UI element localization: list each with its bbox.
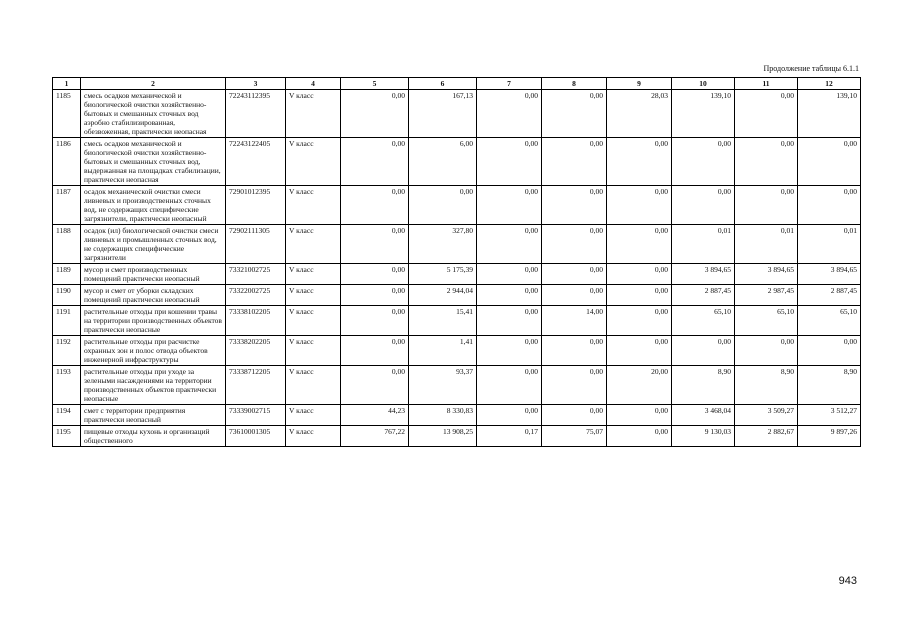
value-col-6: 6,00 xyxy=(409,138,477,186)
value-col-10: 0,00 xyxy=(672,336,735,366)
value-col-7: 0,00 xyxy=(477,336,542,366)
value-col-8: 14,00 xyxy=(542,306,607,336)
value-col-8: 0,00 xyxy=(542,264,607,285)
column-header: 7 xyxy=(477,78,542,90)
row-number: 1187 xyxy=(53,186,81,225)
column-header: 3 xyxy=(226,78,286,90)
value-col-5: 0,00 xyxy=(341,186,409,225)
value-col-7: 0,17 xyxy=(477,426,542,447)
table-row xyxy=(53,90,861,138)
value-col-12: 8,90 xyxy=(798,366,861,405)
waste-name: смесь осадков механической и биологической очистки хозяйственно-бытовых и смешанных сточных вод аэробно стабилизированная, обезвоженная, практически неопасная xyxy=(81,90,226,138)
fkko-code: 73321002725 xyxy=(226,264,286,285)
value-col-11: 0,00 xyxy=(735,138,798,186)
column-header: 12 xyxy=(798,78,861,90)
column-header: 9 xyxy=(607,78,672,90)
value-col-12: 139,10 xyxy=(798,90,861,138)
value-col-7: 0,00 xyxy=(477,405,542,426)
value-col-8: 0,00 xyxy=(542,186,607,225)
value-col-9: 0,00 xyxy=(607,426,672,447)
row-number: 1194 xyxy=(53,405,81,426)
hazard-class: V класс xyxy=(286,426,341,447)
fkko-code: 73610001305 xyxy=(226,426,286,447)
value-col-10: 3 894,65 xyxy=(672,264,735,285)
value-col-10: 0,00 xyxy=(672,186,735,225)
value-col-6: 1,41 xyxy=(409,336,477,366)
value-col-5: 0,00 xyxy=(341,285,409,306)
value-col-5: 0,00 xyxy=(341,264,409,285)
value-col-5: 0,00 xyxy=(341,90,409,138)
fkko-code: 72243122405 xyxy=(226,138,286,186)
value-col-7: 0,00 xyxy=(477,264,542,285)
value-col-11: 2 987,45 xyxy=(735,285,798,306)
value-col-10: 0,01 xyxy=(672,225,735,264)
value-col-8: 0,00 xyxy=(542,285,607,306)
waste-table xyxy=(52,77,861,447)
value-col-7: 0,00 xyxy=(477,186,542,225)
value-col-9: 0,00 xyxy=(607,285,672,306)
table-row xyxy=(53,225,861,264)
column-header: 11 xyxy=(735,78,798,90)
value-col-12: 3 894,65 xyxy=(798,264,861,285)
value-col-5: 0,00 xyxy=(341,225,409,264)
value-col-11: 0,01 xyxy=(735,225,798,264)
value-col-8: 75,07 xyxy=(542,426,607,447)
value-col-11: 2 882,67 xyxy=(735,426,798,447)
value-col-9: 0,00 xyxy=(607,138,672,186)
value-col-12: 9 897,26 xyxy=(798,426,861,447)
value-col-11: 3 509,27 xyxy=(735,405,798,426)
value-col-8: 0,00 xyxy=(542,336,607,366)
hazard-class: V класс xyxy=(286,306,341,336)
value-col-5: 0,00 xyxy=(341,336,409,366)
fkko-code: 73338202205 xyxy=(226,336,286,366)
value-col-7: 0,00 xyxy=(477,225,542,264)
value-col-6: 327,80 xyxy=(409,225,477,264)
waste-name: смесь осадков механической и биологической очистки хозяйственно-бытовых и смешанных сточных вод, выдержанная на площадках стабилизации, практически неопасная xyxy=(81,138,226,186)
row-number: 1193 xyxy=(53,366,81,405)
waste-name: растительные отходы при расчистке охранных зон и полос отвода объектов инженерной инфраструктуры xyxy=(81,336,226,366)
column-header: 1 xyxy=(53,78,81,90)
table-caption: Продолжение таблицы 6.1.1 xyxy=(763,64,859,73)
column-header: 5 xyxy=(341,78,409,90)
value-col-7: 0,00 xyxy=(477,306,542,336)
table-row xyxy=(53,186,861,225)
waste-name: мусор и смет производственных помещений практически неопасный xyxy=(81,264,226,285)
value-col-7: 0,00 xyxy=(477,285,542,306)
column-header: 2 xyxy=(81,78,226,90)
hazard-class: V класс xyxy=(286,285,341,306)
value-col-9: 0,00 xyxy=(607,306,672,336)
value-col-12: 0,00 xyxy=(798,186,861,225)
value-col-11: 3 894,65 xyxy=(735,264,798,285)
value-col-8: 0,00 xyxy=(542,138,607,186)
row-number: 1188 xyxy=(53,225,81,264)
table-row xyxy=(53,264,861,285)
value-col-10: 2 887,45 xyxy=(672,285,735,306)
value-col-10: 65,10 xyxy=(672,306,735,336)
row-number: 1191 xyxy=(53,306,81,336)
value-col-11: 0,00 xyxy=(735,336,798,366)
table-row xyxy=(53,285,861,306)
waste-name: пищевые отходы кухонь и организаций общественного xyxy=(81,426,226,447)
fkko-code: 73338102205 xyxy=(226,306,286,336)
fkko-code: 72901012395 xyxy=(226,186,286,225)
value-col-5: 44,23 xyxy=(341,405,409,426)
row-number: 1189 xyxy=(53,264,81,285)
row-number: 1192 xyxy=(53,336,81,366)
value-col-8: 0,00 xyxy=(542,225,607,264)
value-col-12: 65,10 xyxy=(798,306,861,336)
hazard-class: V класс xyxy=(286,186,341,225)
value-col-12: 3 512,27 xyxy=(798,405,861,426)
value-col-10: 9 130,03 xyxy=(672,426,735,447)
hazard-class: V класс xyxy=(286,405,341,426)
value-col-9: 0,00 xyxy=(607,336,672,366)
table-row xyxy=(53,138,861,186)
value-col-8: 0,00 xyxy=(542,366,607,405)
hazard-class: V класс xyxy=(286,225,341,264)
value-col-10: 8,90 xyxy=(672,366,735,405)
value-col-11: 8,90 xyxy=(735,366,798,405)
fkko-code: 73338712205 xyxy=(226,366,286,405)
value-col-12: 0,00 xyxy=(798,138,861,186)
value-col-12: 0,01 xyxy=(798,225,861,264)
fkko-code: 73322002725 xyxy=(226,285,286,306)
table-row xyxy=(53,306,861,336)
value-col-5: 0,00 xyxy=(341,138,409,186)
table-header-row xyxy=(53,78,861,90)
fkko-code: 72902111305 xyxy=(226,225,286,264)
waste-name: осадок (ил) биологической очистки смеси ливневых и промышленных сточных вод, не содержащих специфические загрязнители xyxy=(81,225,226,264)
row-number: 1190 xyxy=(53,285,81,306)
value-col-11: 65,10 xyxy=(735,306,798,336)
value-col-6: 2 944,04 xyxy=(409,285,477,306)
value-col-9: 0,00 xyxy=(607,186,672,225)
column-header: 4 xyxy=(286,78,341,90)
table-row xyxy=(53,426,861,447)
value-col-8: 0,00 xyxy=(542,405,607,426)
value-col-6: 167,13 xyxy=(409,90,477,138)
value-col-6: 15,41 xyxy=(409,306,477,336)
waste-name: мусор и смет от уборки складских помещений практически неопасный xyxy=(81,285,226,306)
value-col-9: 28,03 xyxy=(607,90,672,138)
hazard-class: V класс xyxy=(286,336,341,366)
page-number: 943 xyxy=(838,575,857,587)
value-col-10: 139,10 xyxy=(672,90,735,138)
value-col-6: 0,00 xyxy=(409,186,477,225)
value-col-12: 0,00 xyxy=(798,336,861,366)
table-row xyxy=(53,366,861,405)
row-number: 1186 xyxy=(53,138,81,186)
value-col-10: 3 468,04 xyxy=(672,405,735,426)
table-row xyxy=(53,336,861,366)
hazard-class: V класс xyxy=(286,138,341,186)
value-col-6: 13 908,25 xyxy=(409,426,477,447)
waste-name: растительные отходы при уходе за зелеными насаждениями на территории производственных объектов практически неопасные xyxy=(81,366,226,405)
waste-name: осадок механической очистки смеси ливневых и производственных сточных вод, не содержащих специфические загрязнители, практически неопасный xyxy=(81,186,226,225)
value-col-9: 20,00 xyxy=(607,366,672,405)
value-col-7: 0,00 xyxy=(477,138,542,186)
table-body xyxy=(53,90,861,447)
value-col-9: 0,00 xyxy=(607,405,672,426)
value-col-8: 0,00 xyxy=(542,90,607,138)
value-col-11: 0,00 xyxy=(735,186,798,225)
value-col-6: 8 330,83 xyxy=(409,405,477,426)
value-col-5: 0,00 xyxy=(341,366,409,405)
value-col-6: 93,37 xyxy=(409,366,477,405)
value-col-5: 0,00 xyxy=(341,306,409,336)
hazard-class: V класс xyxy=(286,90,341,138)
waste-name: растительные отходы при кошении травы на территории производственных объектов практически неопасные xyxy=(81,306,226,336)
column-header: 10 xyxy=(672,78,735,90)
row-number: 1185 xyxy=(53,90,81,138)
table-row xyxy=(53,405,861,426)
fkko-code: 73339002715 xyxy=(226,405,286,426)
hazard-class: V класс xyxy=(286,264,341,285)
value-col-11: 0,00 xyxy=(735,90,798,138)
value-col-12: 2 887,45 xyxy=(798,285,861,306)
value-col-7: 0,00 xyxy=(477,366,542,405)
value-col-10: 0,00 xyxy=(672,138,735,186)
hazard-class: V класс xyxy=(286,366,341,405)
row-number: 1195 xyxy=(53,426,81,447)
fkko-code: 72243112395 xyxy=(226,90,286,138)
waste-name: смет с территории предприятия практически неопасный xyxy=(81,405,226,426)
value-col-9: 0,00 xyxy=(607,264,672,285)
column-header: 8 xyxy=(542,78,607,90)
column-header: 6 xyxy=(409,78,477,90)
value-col-9: 0,00 xyxy=(607,225,672,264)
value-col-6: 5 175,39 xyxy=(409,264,477,285)
value-col-7: 0,00 xyxy=(477,90,542,138)
value-col-5: 767,22 xyxy=(341,426,409,447)
